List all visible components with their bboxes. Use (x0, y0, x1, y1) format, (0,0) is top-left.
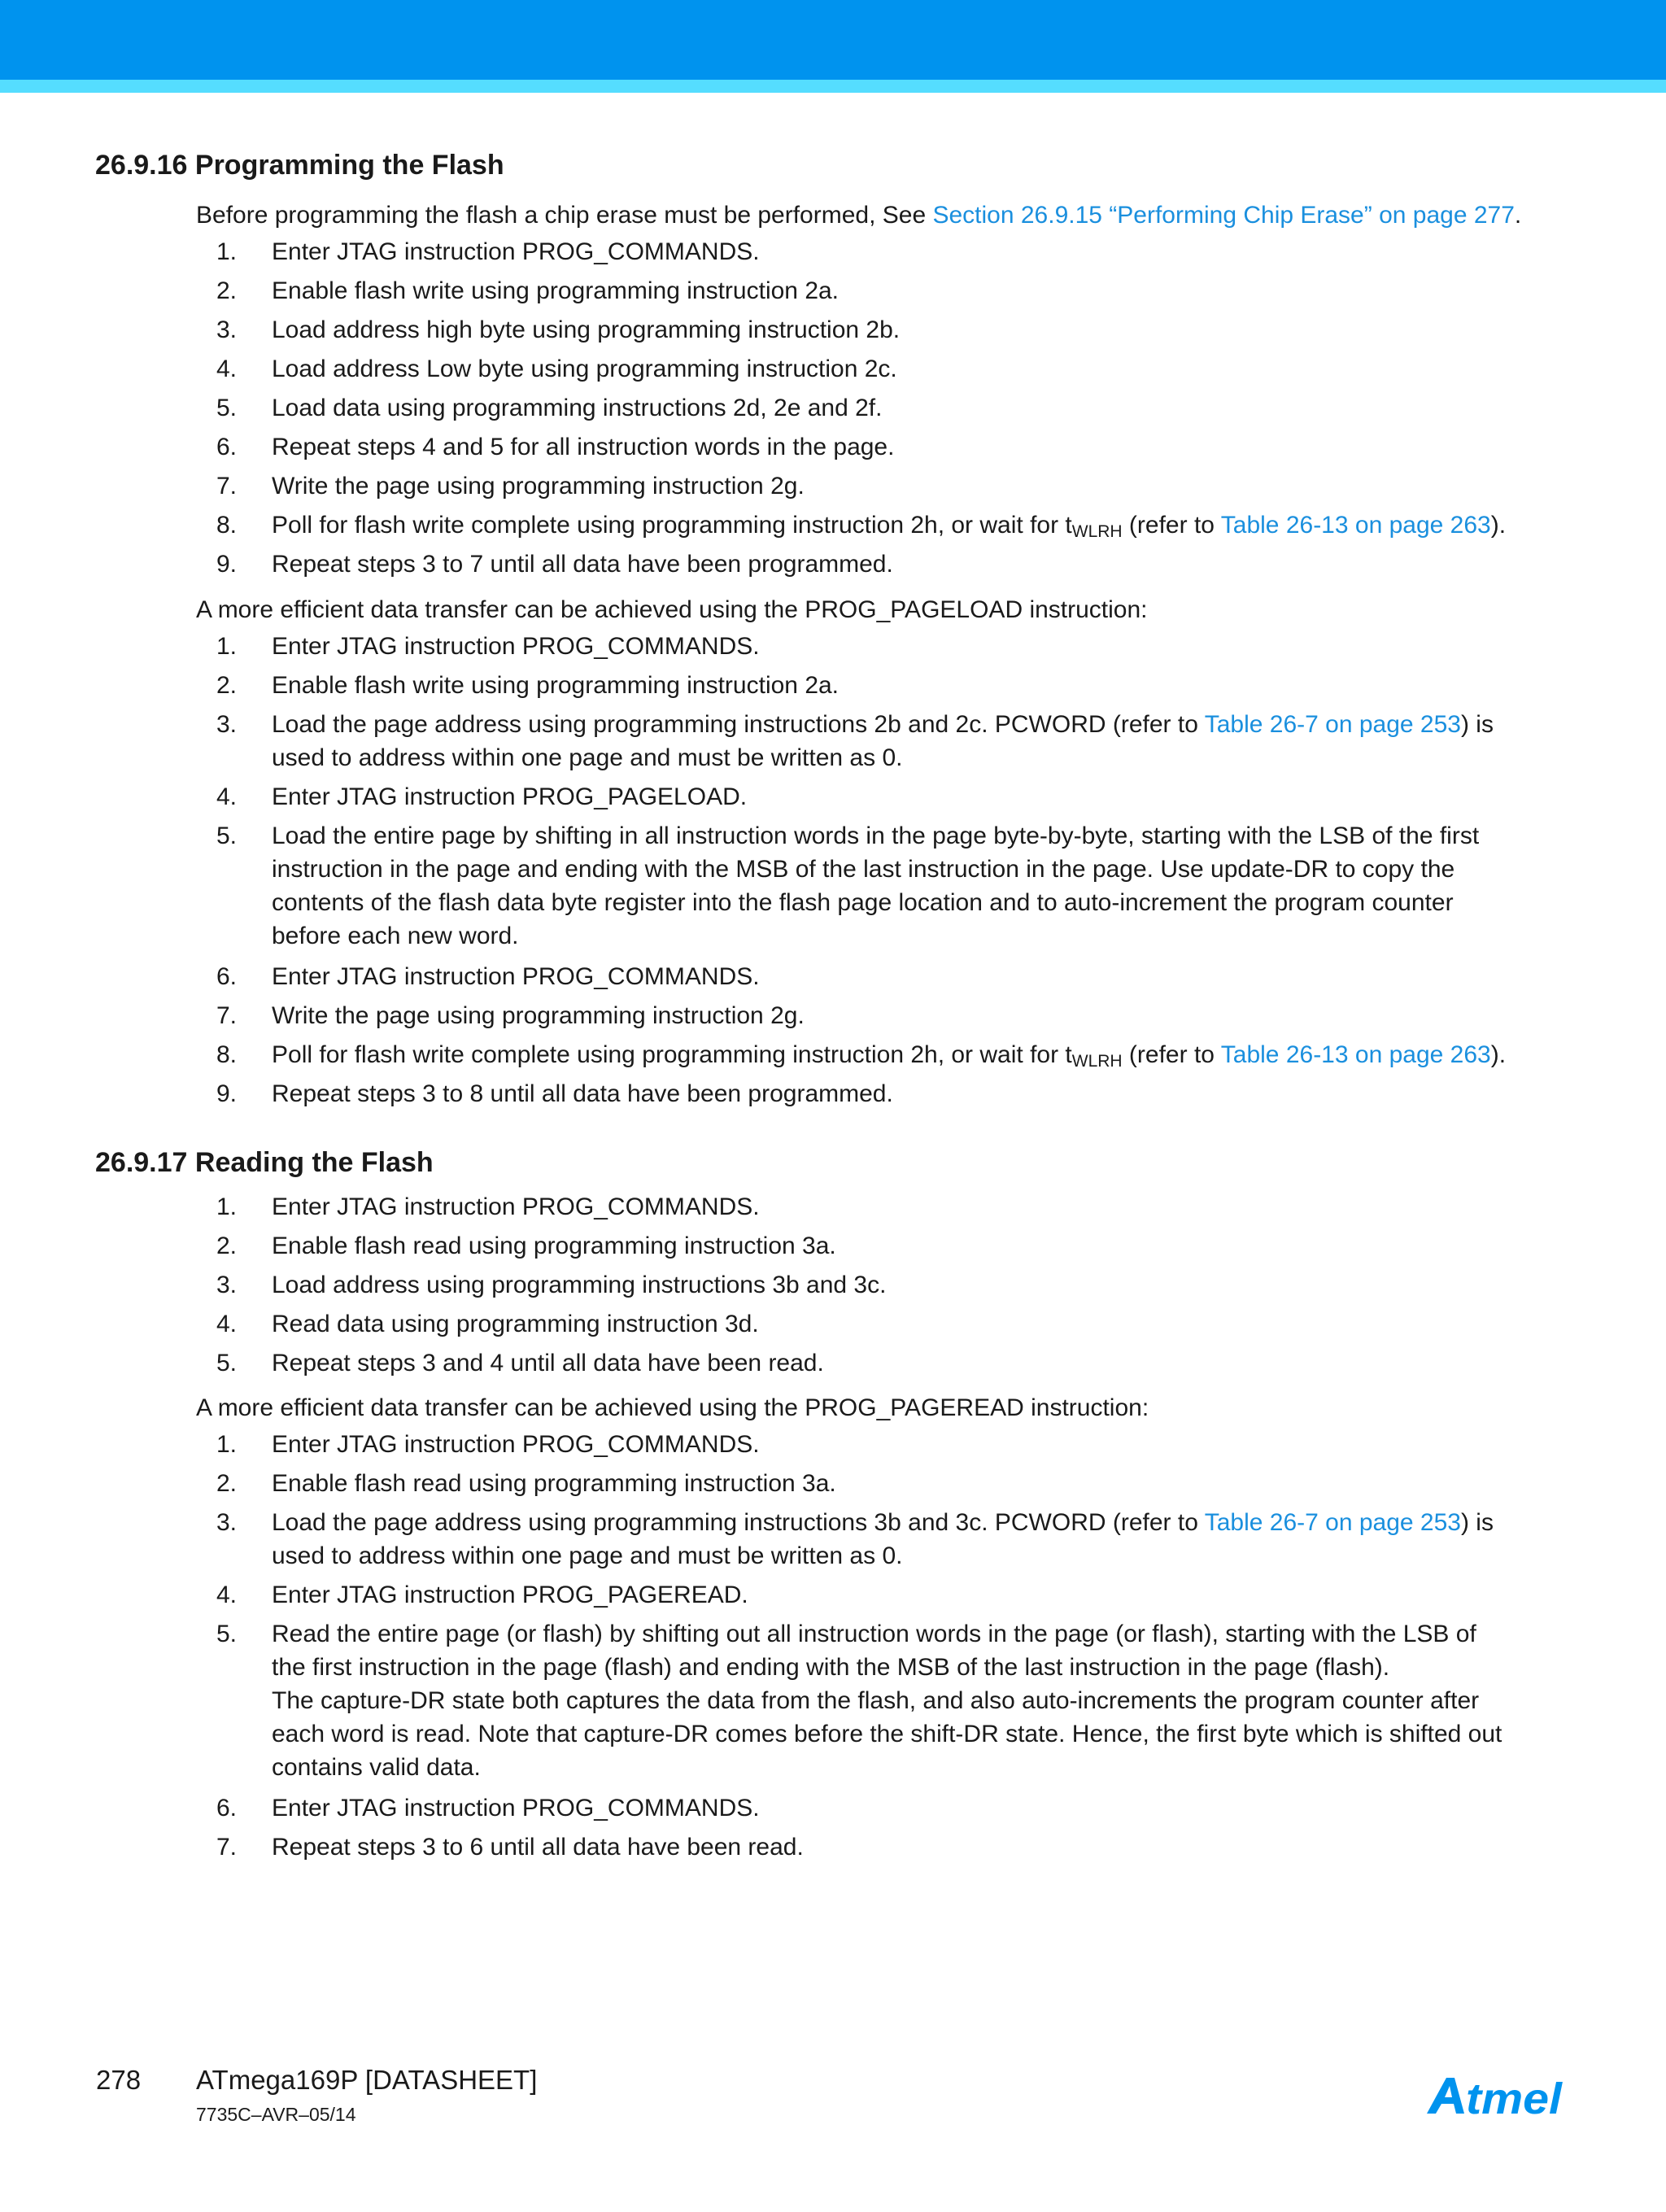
document-title: ATmega169P [DATASHEET] (196, 2065, 538, 2095)
header-band (0, 0, 1666, 80)
page-number: 278 (96, 2065, 142, 2095)
logo-a-mark (1427, 2078, 1464, 2114)
logo-text: tmel (1466, 2075, 1564, 2122)
atmel-logo (1422, 2066, 1568, 2122)
document-code: 7735C–AVR–05/14 (196, 2104, 356, 2125)
link-table-26-13[interactable]: Table 26-13 on page 263 (1220, 512, 1491, 539)
section-heading-reading-flash: 26.9.17 Reading the Flash (95, 1147, 434, 1178)
pageload-intro: A more efficient data transfer can be achieved using the PROG_PAGELOAD instruction: (196, 596, 1148, 623)
section-heading-programming-flash: 26.9.16 Programming the Flash (95, 150, 504, 181)
link-table-26-7[interactable]: Table 26-7 on page 253 (1204, 1509, 1461, 1536)
link-chip-erase-section[interactable]: Section 26.9.15 “Performing Chip Erase” on page 277 (932, 202, 1515, 229)
header-stripe (0, 80, 1666, 93)
section-intro: Before programming the flash a chip erase must be performed, See Section 26.9.15 “Performing Chip Erase” on page 277. (196, 202, 1522, 229)
pageread-intro: A more efficient data transfer can be achieved using the PROG_PAGEREAD instruction: (196, 1394, 1149, 1421)
link-table-26-13[interactable]: Table 26-13 on page 263 (1220, 1041, 1491, 1068)
link-table-26-7[interactable]: Table 26-7 on page 253 (1204, 711, 1461, 738)
